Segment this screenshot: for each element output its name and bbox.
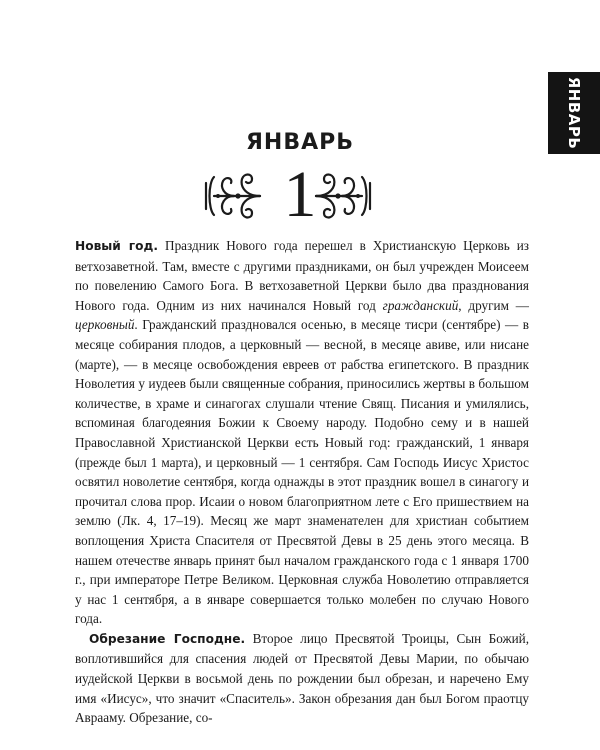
emphasis-civil: гражданский bbox=[382, 297, 459, 313]
paragraph-text: Праздник Нового года перешел в Христианскую Церковь из ветхозаветной. Там, вместе с другими праздниками, он был учрежден Моисеем по повелению Самого Бога. В ветхозаветной Церкви было два празднования Нового года. Одним из них начинался Новый год bbox=[75, 238, 529, 313]
month-side-tab-label: ЯНВАРЬ bbox=[565, 76, 583, 150]
section-heading-circumcision: Обрезание Господне. bbox=[89, 631, 246, 646]
month-title: ЯНВАРЬ bbox=[245, 130, 355, 155]
flourish-right-icon bbox=[312, 169, 376, 223]
paragraph-text: . Гражданский праздновался осенью, в месяце тисри (сентябре) — в месяце собирания плодов, а церковный — весной, в месяце авиве, или нисане (марте), — в месяце освобождения евреев от рабства египетского. В праздник Новолетия у иудеев были священные собрания, приносились жертвы в большом количестве, в храме и синагогах слушали чтение Свящ. Писания и умилялись, вспоминая благодеяния Божии к Своему народу. Подобно сему и в нашей Православной Христианской Церкви есть Новый год: гражданский, 1 января (прежде был 1 марта), и церковный — 1 сентября. Сам Господь Иисус Христос освятил новолетие сентября, когда однажды в этот праздник вошел в синагогу и прочитал слова прор. Исаии о новом благоприятном лете с Его пришествием на землю (Лк. 4, 17–19). Месяц же март знаменателен для христиан событием воплощения Христа Спасителя от Пресвятой Девы в 25 день этого месяца. В нашем отечестве январь принят был началом гражданского года с 1 января 1700 г., при императоре Петре Великом. Церковная служба Новолетию отправляется у нас 1 сентября, а в январе совершается только молебен по случаю Нового года. bbox=[75, 317, 529, 627]
emphasis-church: церковный bbox=[75, 317, 135, 333]
day-ornament bbox=[0, 158, 600, 231]
paragraph-new-year bbox=[75, 236, 529, 629]
flourish-left-icon bbox=[200, 169, 264, 223]
day-number: 1 bbox=[283, 158, 317, 231]
paragraph-circumcision bbox=[75, 629, 529, 728]
paragraph-text: , другим — bbox=[458, 297, 529, 313]
body-text bbox=[75, 236, 529, 728]
paragraph-text: Второе лицо Пресвятой Троицы, Сын Божий, воплотившийся для спасения людей от Пресвятой Девы Марии, по обычаю иудейской Церкви в восьмой день по рождении был обрезан, и наречено Ему имя «Иисус», что значит «Спаситель». Закон обрезания дан был Богом праотцу Аврааму. Обрезание, со- bbox=[75, 630, 529, 726]
section-heading-new-year: Новый год. bbox=[75, 239, 159, 253]
